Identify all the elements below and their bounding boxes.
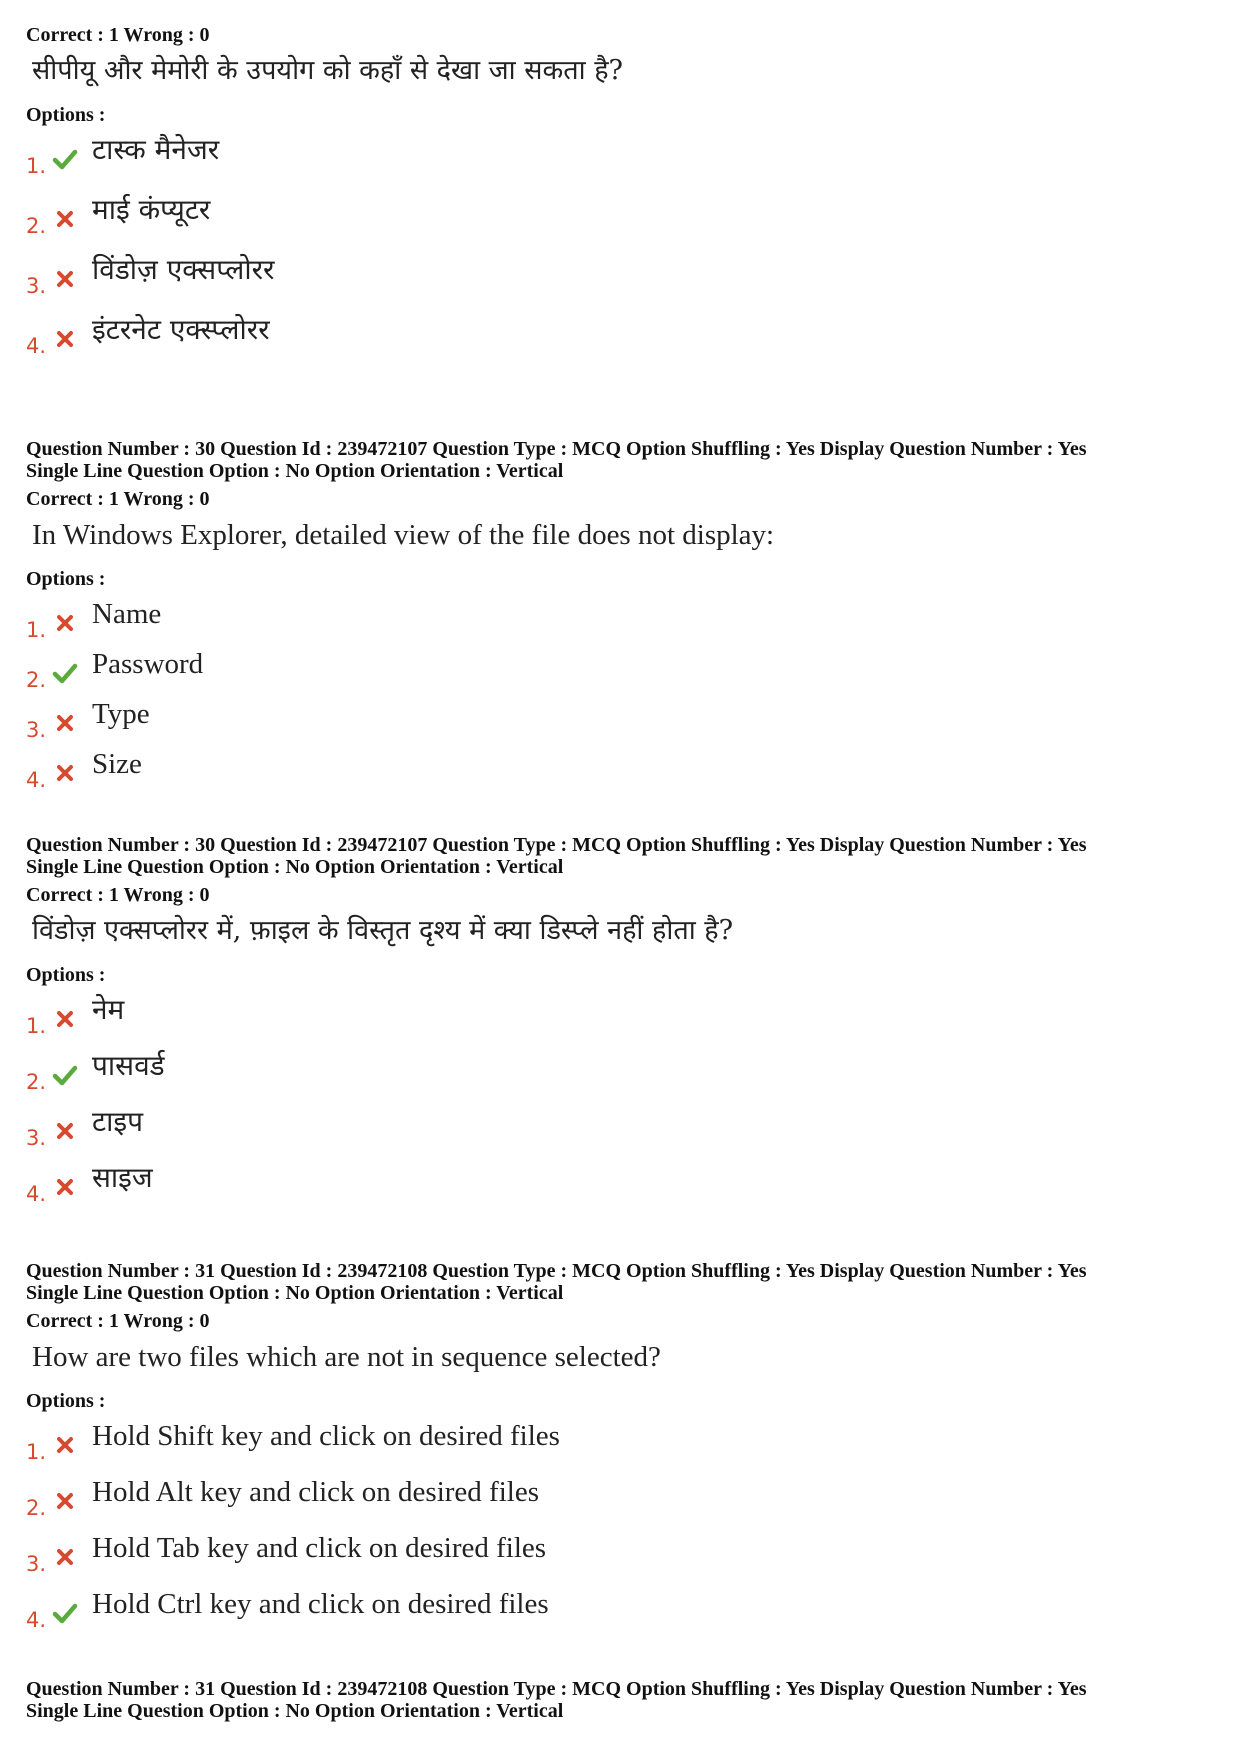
option-text: Password: [92, 648, 204, 680]
question-meta-line2: Single Line Question Option : No Option Orientation : Vertical: [26, 1282, 564, 1304]
option-item[interactable]: [26, 1104, 1214, 1160]
option-item[interactable]: [26, 1160, 1214, 1216]
option-text: Type: [92, 698, 150, 730]
check-icon: [52, 146, 78, 172]
options-list: [26, 132, 1214, 372]
option-number: 4.: [26, 768, 47, 792]
option-text: Hold Shift key and click on desired files: [92, 1420, 560, 1452]
option-item[interactable]: [26, 1586, 1214, 1642]
option-text: Size: [92, 748, 142, 780]
question-block: [26, 834, 1214, 1216]
question-meta-line2: Single Line Question Option : No Option Orientation : Vertical: [26, 856, 564, 878]
question-block: [26, 1678, 1214, 1722]
option-number: 2.: [26, 668, 47, 692]
option-number: 2.: [26, 1070, 47, 1094]
option-item[interactable]: [26, 746, 1214, 796]
option-text: टास्क मैनेजर: [92, 133, 220, 166]
option-number: 2.: [26, 1496, 47, 1520]
option-number: 1.: [26, 154, 47, 178]
question-meta-line1: Question Number : 31 Question Id : 239472108 Question Type : MCQ Option Shuffling : Yes Display Question Number : Yes: [26, 1678, 1087, 1700]
option-item[interactable]: [26, 646, 1214, 696]
question-meta-line1: Question Number : 31 Question Id : 239472108 Question Type : MCQ Option Shuffling : Yes Display Question Number : Yes: [26, 1260, 1087, 1282]
option-item[interactable]: [26, 696, 1214, 746]
question-meta-line2: Single Line Question Option : No Option Orientation : Vertical: [26, 460, 564, 482]
correct-wrong: Correct : 1 Wrong : 0: [26, 884, 210, 906]
option-number: 4.: [26, 1608, 47, 1632]
check-icon: [52, 1600, 78, 1626]
option-item[interactable]: [26, 1474, 1214, 1530]
option-text: टाइप: [92, 1105, 144, 1138]
options-label: Options :: [26, 568, 106, 590]
option-number: 3.: [26, 1126, 47, 1150]
option-text: पासवर्ड: [92, 1049, 165, 1082]
option-item[interactable]: [26, 1048, 1214, 1104]
option-item[interactable]: [26, 1418, 1214, 1474]
option-number: 3.: [26, 1552, 47, 1576]
option-text: Hold Alt key and click on desired files: [92, 1476, 539, 1508]
option-text: नेम: [92, 993, 125, 1026]
question-meta-line1: Question Number : 30 Question Id : 239472107 Question Type : MCQ Option Shuffling : Yes Display Question Number : Yes: [26, 438, 1087, 460]
option-number: 4.: [26, 334, 47, 358]
option-item[interactable]: [26, 992, 1214, 1048]
option-number: 1.: [26, 618, 47, 642]
cross-icon: [52, 610, 78, 636]
option-number: 1.: [26, 1014, 47, 1038]
option-item[interactable]: [26, 312, 1214, 372]
question-meta-line1: Question Number : 30 Question Id : 239472107 Question Type : MCQ Option Shuffling : Yes Display Question Number : Yes: [26, 834, 1087, 856]
option-number: 3.: [26, 718, 47, 742]
cross-icon: [52, 1174, 78, 1200]
option-text: विंडोज़ एक्सप्लोरर: [92, 253, 275, 286]
cross-icon: [52, 1118, 78, 1144]
option-item[interactable]: [26, 596, 1214, 646]
cross-icon: [52, 326, 78, 352]
option-number: 1.: [26, 1440, 47, 1464]
question-block: [26, 1260, 1214, 1642]
correct-wrong: Correct : 1 Wrong : 0: [26, 488, 210, 510]
option-text: Hold Ctrl key and click on desired files: [92, 1588, 549, 1620]
question-block: [26, 24, 1214, 372]
cross-icon: [52, 710, 78, 736]
question-text: विंडोज़ एक्सप्लोरर में, फ़ाइल के विस्तृत दृश्य में क्या डिस्प्ले नहीं होता है?: [32, 915, 734, 946]
cross-icon: [52, 1006, 78, 1032]
cross-icon: [52, 206, 78, 232]
cross-icon: [52, 1544, 78, 1570]
options-label: Options :: [26, 104, 106, 126]
option-text: माई कंप्यूटर: [92, 193, 211, 226]
option-item[interactable]: [26, 192, 1214, 252]
options-label: Options :: [26, 964, 106, 986]
option-item[interactable]: [26, 132, 1214, 192]
cross-icon: [52, 1488, 78, 1514]
option-text: इंटरनेट एक्स्प्लोरर: [92, 313, 270, 346]
question-meta-line2: Single Line Question Option : No Option Orientation : Vertical: [26, 1700, 564, 1722]
option-number: 4.: [26, 1182, 47, 1206]
check-icon: [52, 1062, 78, 1088]
option-text: साइज: [92, 1161, 153, 1194]
cross-icon: [52, 1432, 78, 1458]
check-icon: [52, 660, 78, 686]
options-label: Options :: [26, 1390, 106, 1412]
correct-wrong: Correct : 1 Wrong : 0: [26, 1310, 210, 1332]
option-item[interactable]: [26, 1530, 1214, 1586]
option-number: 3.: [26, 274, 47, 298]
options-list: [26, 992, 1214, 1216]
option-text: Hold Tab key and click on desired files: [92, 1532, 547, 1564]
options-list: [26, 1418, 1214, 1642]
question-block: [26, 438, 1214, 796]
option-text: Name: [92, 598, 162, 630]
question-text: सीपीयू और मेमोरी के उपयोग को कहाँ से देखा जा सकता है?: [32, 55, 624, 86]
option-number: 2.: [26, 214, 47, 238]
options-list: [26, 596, 1214, 796]
question-text: How are two files which are not in sequence selected?: [32, 1341, 661, 1373]
cross-icon: [52, 760, 78, 786]
cross-icon: [52, 266, 78, 292]
correct-wrong: Correct : 1 Wrong : 0: [26, 24, 210, 46]
option-item[interactable]: [26, 252, 1214, 312]
question-text: In Windows Explorer, detailed view of the file does not display:: [32, 519, 775, 551]
